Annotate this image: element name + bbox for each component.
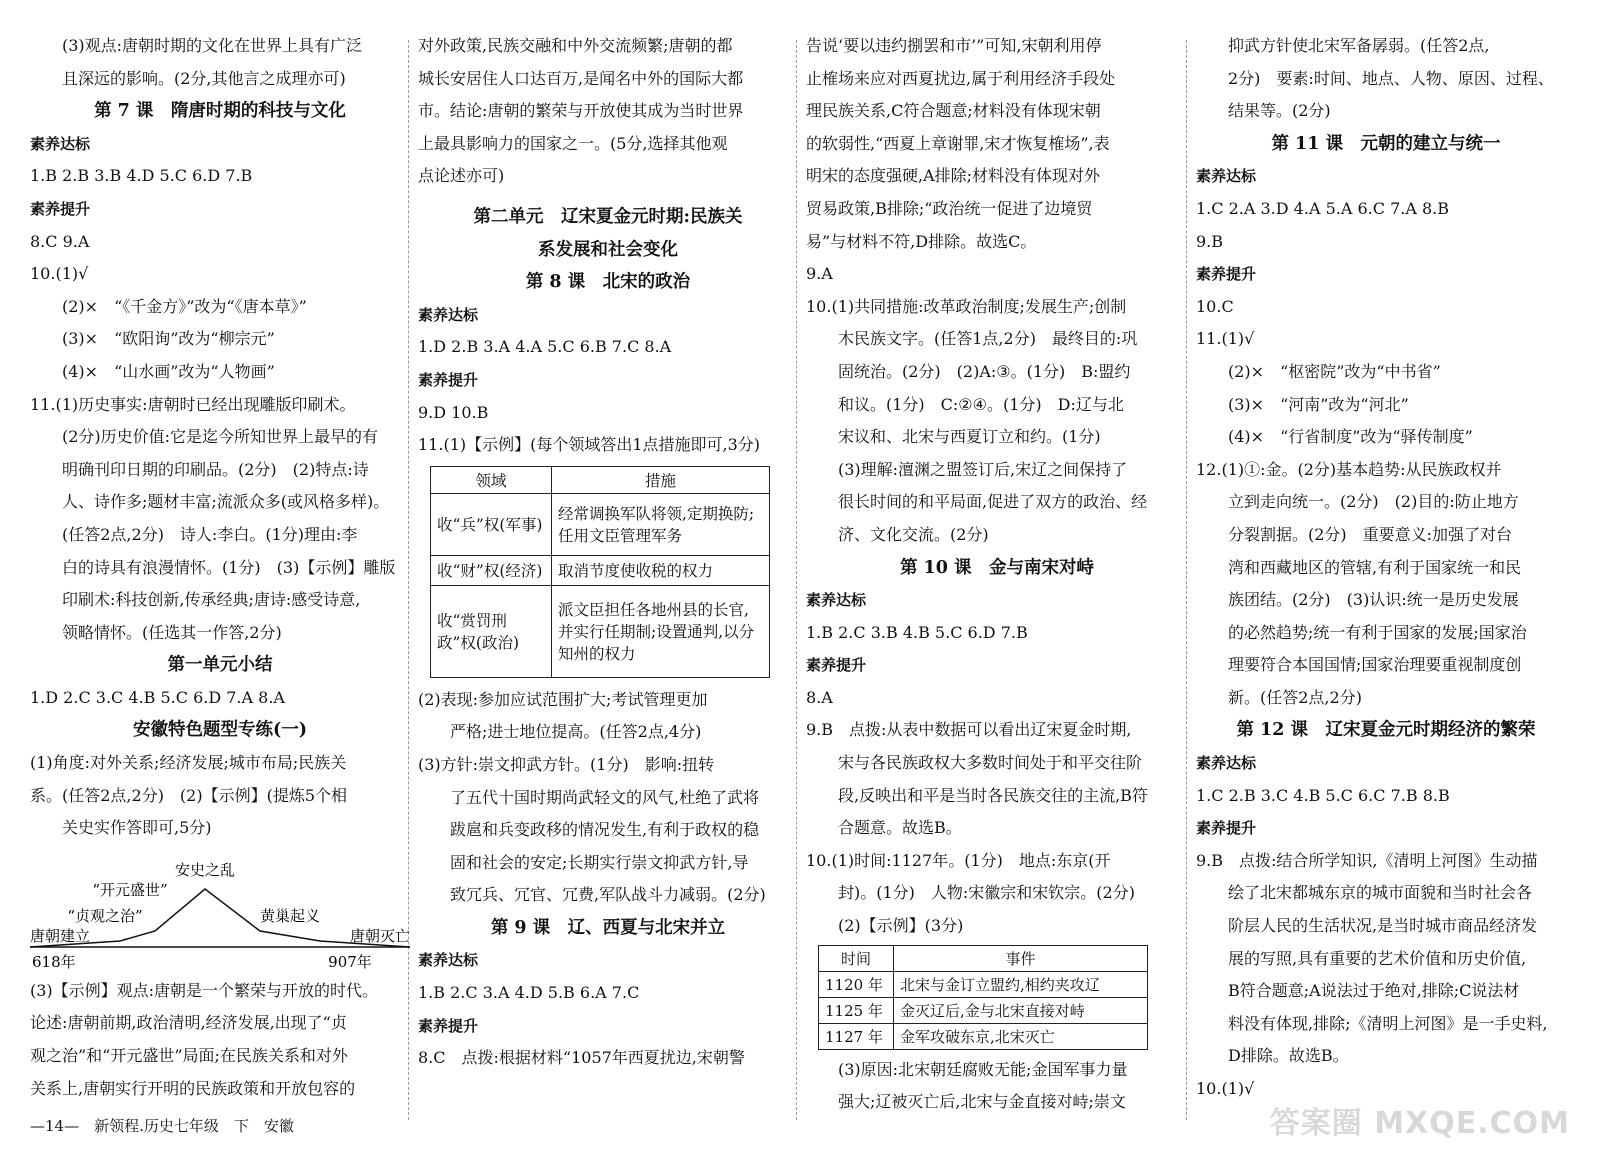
answer-line: 木民族文字。(任答1点,2分) 最终目的:巩	[838, 329, 1138, 349]
text-line: 理民族关系,C符合题意;材料没有体现宋朝	[806, 101, 1101, 121]
page-footer: —14— 新领程.历史七年级 下 安徽	[30, 1117, 294, 1135]
table-cell: 1125 年	[819, 997, 894, 1023]
answer-line: 1.C 2.B 3.C 4.B 5.C 6.C 7.B 8.B	[1196, 785, 1450, 805]
answer-line: 8.A	[806, 687, 833, 707]
lesson-11-title: 第 11 课 元朝的建立与统一	[1271, 133, 1501, 154]
text-line: (3)观点:唐朝时期的文化在世界上具有广泛	[62, 36, 363, 55]
lesson-10-title: 第 10 课 金与南宋对峙	[899, 557, 1095, 578]
text-line: 抑武方针使北宋军备孱弱。(任答2点,	[1228, 36, 1490, 55]
answer-line: 论述:唐朝前期,政治清明,经济发展,出现了“贞	[30, 1013, 347, 1033]
column-1	[30, 30, 410, 1105]
answer-line: 1.B 2.C 3.A 4.D 5.B 6.A 7.C	[418, 983, 640, 1003]
answer-line: 合题意。故选B。	[838, 818, 962, 838]
table-cell: 北宋与金订立盟约,相约夹攻辽	[894, 971, 1148, 997]
section-label: 素养提升	[1196, 819, 1257, 838]
lesson-7-title: 第 7 课 隋唐时期的科技与文化	[94, 101, 346, 122]
table-cell: 金军攻破东京,北宋灭亡	[894, 1023, 1148, 1049]
section-label: 素养达标	[1196, 167, 1257, 186]
table-cell: 1127 年	[819, 1023, 894, 1049]
answer-line: 9.B 点拨:从表中数据可以看出辽宋夏金时期,	[806, 720, 1132, 740]
text-line: 点论述亦可)	[418, 166, 505, 186]
unit-2-title: 系发展和社会变化	[538, 239, 678, 260]
table-header-row	[431, 466, 770, 493]
table-cell: 收“财”权(经济)	[431, 555, 552, 585]
answer-line: 济、文化交流。(2分)	[838, 524, 989, 544]
answer-line: 的必然趋势;统一有利于国家的发展;国家治	[1228, 622, 1527, 642]
section-label: 素养提升	[418, 370, 479, 389]
answer-line: 跋扈和兵变政移的情况发生,有利于政权的稳	[450, 820, 760, 840]
diagram-label: 唐朝灭亡	[349, 926, 410, 945]
answer-line: 立到走向统一。(2分) (2)目的:防止地方	[1228, 492, 1519, 512]
answer-line: B符合题意;A说法过于绝对,排除;C说法材	[1228, 981, 1520, 1001]
answer-line: 8.C 点拨:根据材料“1057年西夏扰边,宋朝警	[418, 1048, 745, 1068]
answer-line: 分裂割据。(2分) 重要意义:加强了对台	[1228, 524, 1513, 544]
song-jin-events-table	[818, 945, 1148, 1050]
answer-line: D排除。故选B。	[1228, 1046, 1349, 1066]
section-label: 素养提升	[1196, 265, 1257, 284]
answer-line: (2)× “枢密院”改为“中书省”	[1228, 361, 1441, 381]
section-label: 素养提升	[806, 656, 867, 675]
diagram-label: 黄巢起义	[259, 906, 321, 925]
answer-line: 阶层人民的生活状况,是当时城市商品经济发	[1228, 916, 1538, 936]
section-label: 素养达标	[418, 305, 479, 324]
answer-line: 宋与各民族政权大多数时间处于和平交往阶	[838, 753, 1143, 773]
table-header: 事件	[894, 945, 1148, 971]
answer-line: 10.(1)√	[1196, 1079, 1255, 1098]
answer-line: 关系上,唐朝实行开明的民族政策和开放包容的	[30, 1078, 356, 1098]
section-label: 素养提升	[30, 199, 91, 218]
answer-line: 新。(任答2点,2分)	[1228, 687, 1362, 707]
answer-line: (2)× “《千金方》”改为“《唐本草》”	[62, 296, 307, 316]
table-cell: 收“赏罚刑政”权(政治)	[431, 585, 552, 677]
answer-line: 绘了北宋都城东京的城市面貌和当时社会各	[1228, 883, 1533, 903]
answer-line: 11.(1)【示例】(每个领域答出1点措施即可,3分)	[418, 435, 761, 455]
answer-line: 10.(1)√	[30, 264, 89, 284]
text-line: 上最具影响力的国家之一。(5分,选择其他观	[418, 133, 728, 153]
answer-line: (2)【示例】(3分)	[838, 916, 964, 936]
table-cell: 取消节度使收税的权力	[552, 555, 770, 585]
answer-line: 族团结。(2分) (3)认识:统一是历史发展	[1228, 590, 1519, 610]
answer-line: (1)角度:对外关系;经济发展;城市布局;民族关	[30, 753, 347, 773]
answer-line: 1.B 2.C 3.B 4.B 5.C 6.D 7.B	[806, 622, 1028, 642]
answer-line: 固统治。(2分) (2)A:③。(1分) B:盟约	[838, 361, 1131, 381]
song-measures-table	[430, 466, 770, 678]
answer-line: 印刷术:科技创新,传承经典;唐诗:感受诗意,	[62, 590, 361, 610]
answer-line: 和议。(1分) C:②④。(1分) D:辽与北	[838, 394, 1124, 414]
text-line: 止榷场来应对西夏扰边,属于利用经济手段处	[806, 68, 1116, 88]
text-line: 贸易政策,B排除;“政治统一促进了边境贸	[806, 198, 1093, 218]
answer-line: 很长时间的和平局面,促进了双方的政治、经	[838, 492, 1148, 512]
answer-line: 强大;辽被灭亡后,北宋与金直接对峙;崇文	[838, 1092, 1126, 1112]
answer-line: 关史实作答即可,5分)	[62, 818, 212, 838]
answer-line: (3)× “河南”改为“河北”	[1228, 394, 1409, 414]
section-label: 素养提升	[418, 1016, 479, 1035]
table-row	[819, 971, 1148, 997]
table-header: 时间	[819, 945, 894, 971]
answer-line: 系。(任答2点,2分) (2)【示例】(提炼5个相	[30, 785, 348, 805]
diagram-label: “开元盛世”	[92, 880, 168, 899]
answer-line: (3)方针:崇文抑武方针。(1分) 影响:扭转	[418, 754, 715, 774]
answer-line: 料没有体现,排除;《清明上河图》是一手史料,	[1228, 1013, 1548, 1033]
diagram-label: 618年	[32, 952, 76, 971]
lesson-9-title: 第 9 课 辽、西夏与北宋并立	[490, 917, 726, 938]
table-header: 领域	[431, 466, 552, 493]
text-line: 的软弱性,“西夏上章谢罪,宋才恢复榷场”,表	[806, 133, 1110, 153]
answer-line: 9.B 点拨:结合所学知识,《清明上河图》生动描	[1196, 850, 1538, 870]
answer-line: 10.C	[1196, 296, 1234, 316]
table-row	[431, 493, 770, 555]
answer-line: (2)表现:参加应试范围扩大;考试管理更加	[418, 689, 708, 709]
tang-timeline-diagram	[30, 845, 410, 975]
answer-line: 12.(1)①:金。(2分)基本趋势:从民族政权并	[1196, 459, 1502, 479]
answer-line: 严格;进士地位提高。(任答2点,4分)	[450, 722, 702, 742]
answer-line: 明确刊印日期的印刷品。(2分) (2)特点:诗	[62, 459, 369, 479]
table-cell: 1120 年	[819, 971, 894, 997]
answer-line: 9.D 10.B	[418, 402, 489, 422]
table-header: 措施	[552, 466, 770, 493]
text-line: 市。结论:唐朝的繁荣与开放使其成为当时世界	[418, 101, 744, 121]
text-line: 对外政策,民族交融和中外交流频繁;唐朝的都	[418, 36, 733, 55]
table-cell: 派文臣担任各地州县的长官,并实行任期制;设置通判,以分知州的权力	[552, 585, 770, 677]
text-line: 明宋的态度强硬,A排除;材料没有体现对外	[806, 166, 1101, 186]
answer-line: 1.B 2.B 3.B 4.D 5.C 6.D 7.B	[30, 166, 253, 186]
lesson-12-title: 第 12 课 辽宋夏金元时期经济的繁荣	[1236, 720, 1536, 741]
answer-line: (2分)历史价值:它是迄今所知世界上最早的有	[62, 427, 379, 447]
diagram-label: 安史之乱	[174, 860, 236, 879]
anhui-practice-title: 安徽特色题型专练(一)	[132, 720, 308, 741]
table-cell: 经常调换军队将领,定期换防;任用文臣管理军务	[552, 493, 770, 555]
table-header-row	[819, 945, 1148, 971]
answer-line: 1.D 2.C 3.C 4.B 5.C 6.D 7.A 8.A	[30, 687, 285, 707]
answer-line: (3)【示例】观点:唐朝是一个繁荣与开放的时代。	[30, 980, 379, 1000]
table-row	[819, 997, 1148, 1023]
answer-line: 1.C 2.A 3.D 4.A 5.A 6.C 7.A 8.B	[1196, 198, 1450, 218]
answer-line: 1.D 2.B 3.A 4.A 5.C 6.B 7.C 8.A	[418, 337, 672, 357]
text-line: 结果等。(2分)	[1228, 101, 1331, 121]
table-cell: 收“兵”权(军事)	[431, 493, 552, 555]
text-line: 城长安居住人口达百万,是闻名中外的国际大都	[418, 68, 744, 88]
answer-line: 固和社会的安定;长期实行崇文抑武方针,导	[450, 852, 749, 872]
table-row	[819, 1023, 1148, 1049]
answer-line: 11.(1)√	[1196, 329, 1255, 349]
section-label: 素养达标	[1196, 754, 1257, 773]
answer-line: 段,反映出和平是当时各民族交往的主流,B符	[838, 785, 1148, 805]
answer-line: 致冗兵、冗官、冗费,军队战斗力减弱。(2分)	[450, 885, 766, 905]
unit-2-title: 第二单元 辽宋夏金元时期:民族关	[473, 206, 743, 227]
answer-line: 了五代十国时期尚武轻文的风气,杜绝了武将	[450, 787, 760, 807]
text-line: 且深远的影响。(2分,其他言之成理亦可)	[62, 68, 346, 88]
answer-line: (任答2点,2分) 诗人:李白。(1分)理由:李	[62, 524, 358, 544]
answer-line: 8.C 9.A	[30, 231, 90, 251]
answer-line: (4)× “行省制度”改为“驿传制度”	[1228, 427, 1473, 447]
answer-line: 宋议和、北宋与西夏订立和约。(1分)	[838, 427, 1101, 447]
column-2	[418, 30, 798, 1075]
unit-1-summary-title: 第一单元小结	[167, 655, 273, 676]
text-line: 告说‘要以违约捌罢和市’”可知,宋朝利用停	[806, 36, 1102, 55]
answer-line: 11.(1)历史事实:唐朝时已经出现雕版印刷术。	[30, 394, 356, 414]
answer-line: 9.B	[1196, 231, 1224, 251]
column-4	[1196, 30, 1576, 1106]
answer-line: (4)× “山水画”改为“人物画”	[62, 361, 275, 381]
column-3	[806, 30, 1188, 1119]
answer-line: 观之治”和“开元盛世”局面;在民族关系和对外	[30, 1046, 348, 1066]
table-row	[431, 555, 770, 585]
answer-line: (3)原因:北宋朝廷腐败无能;金国军事力量	[838, 1059, 1128, 1079]
answer-line: 理要符合本国国情;国家治理要重视制度创	[1228, 655, 1522, 675]
watermark: 答案圈 MXQE.COM	[1269, 1106, 1570, 1141]
answer-line: 10.(1)共同措施:改革政治制度;发展生产;创制	[806, 296, 1127, 316]
section-label: 素养达标	[418, 951, 479, 970]
answer-line: 10.(1)时间:1127年。(1分) 地点:东京(开	[806, 850, 1111, 870]
table-cell: 金灭辽后,金与北宋直接对峙	[894, 997, 1148, 1023]
answer-line: 领略情怀。(任选其一作答,2分)	[62, 622, 282, 642]
diagram-label: 907年	[328, 952, 372, 971]
answer-line: (3)理解:澶渊之盟签订后,宋辽之间保持了	[838, 459, 1128, 479]
answer-line: 人、诗作多;题材丰富;流派众多(或风格多样)。	[62, 492, 390, 512]
answer-line: 展的写照,具有重要的艺术价值和历史价值,	[1228, 948, 1527, 968]
diagram-label: “贞观之治”	[67, 906, 143, 925]
text-line: 易”与材料不符,D排除。故选C。	[806, 231, 1037, 251]
answer-line: 白的诗具有浪漫情怀。(1分) (3)【示例】雕版	[62, 557, 396, 577]
section-label: 素养达标	[806, 591, 867, 610]
diagram-label: 唐朝建立	[30, 926, 91, 945]
text-line: 2分) 要素:时间、地点、人物、原因、过程、	[1228, 68, 1554, 88]
answer-line: 9.A	[806, 264, 833, 284]
lesson-8-title: 第 8 课 北宋的政治	[525, 272, 691, 293]
answer-line: 封)。(1分) 人物:宋徽宗和宋钦宗。(2分)	[838, 883, 1135, 903]
section-label: 素养达标	[30, 134, 91, 153]
table-row	[431, 585, 770, 677]
answer-line: (3)× “欧阳询”改为“柳宗元”	[62, 329, 275, 349]
answer-line: 湾和西藏地区的管辖,有利于国家统一和民	[1228, 557, 1522, 577]
